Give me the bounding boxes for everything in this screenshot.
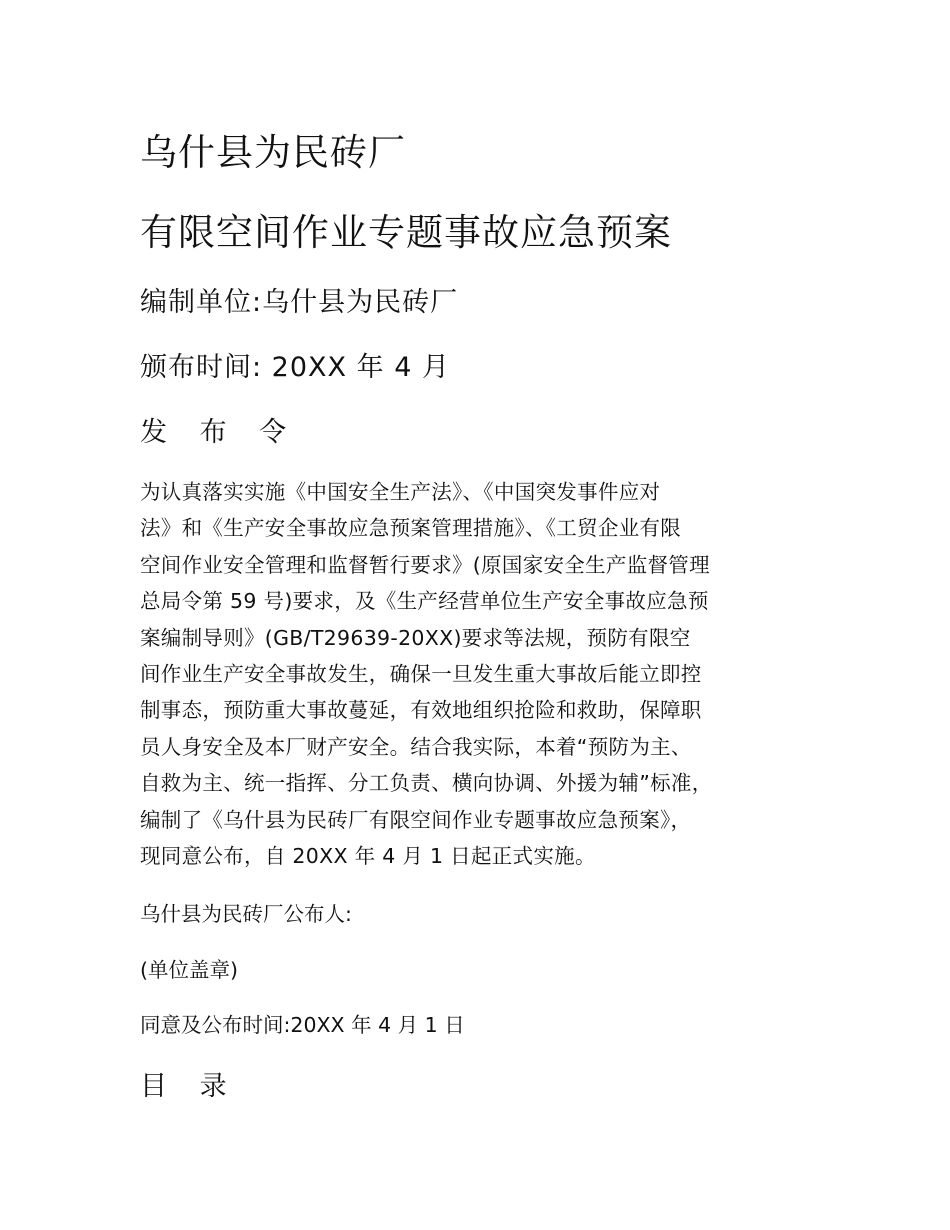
compiler-unit: 编制单位:乌什县为民砖厂: [140, 287, 459, 318]
decree-line: 空间作业安全管理和监督暂行要求》(原国家安全生产监督管理: [140, 552, 710, 577]
document-title-line-1: 乌什县为民砖厂: [140, 131, 406, 174]
decree-line: 编制了《乌什县为民砖厂有限空间作业专题事故应急预案》，: [140, 807, 692, 832]
document-title-line-2: 有限空间作业专题事故应急预案: [140, 211, 672, 254]
decree-heading: 发 布 令: [140, 417, 299, 448]
decree-line: 自救为主、统一指挥、分工负责、横向协调、外援为辅”标准，: [140, 771, 713, 796]
decree-line: 现同意公布，自 20XX 年 4 月 1 日起正式实施。: [140, 844, 596, 869]
decree-line: 案编制导则》(GB/T29639-20XX)要求等法规，预防有限空: [140, 625, 691, 650]
decree-line: 为认真落实实施《中国安全生产法》、《中国突发事件应对: [140, 480, 661, 504]
decree-line: 制事态，预防重大事故蔓延，有效地组织抢险和救助，保障职: [140, 698, 702, 723]
decree-line: 总局令第 59 号)要求，及《生产经营单位生产安全事故应急预: [140, 589, 709, 614]
seal-line: (单位盖章): [140, 958, 238, 982]
decree-body: [140, 474, 830, 874]
decree-line: 间作业生产安全事故发生，确保一旦发生重大事故后能立即控: [140, 662, 702, 687]
approval-date: 同意及公布时间:20XX 年 4 月 1 日: [140, 1013, 465, 1037]
release-date: 颁布时间: 20XX 年 4 月: [140, 352, 450, 383]
publisher-line: 乌什县为民砖厂公布人:: [140, 902, 352, 926]
decree-line: 法》和《生产安全事故应急预案管理措施》、《工贸企业有限: [140, 516, 682, 541]
toc-heading: 目 录: [140, 1071, 239, 1102]
decree-line: 员人身安全及本厂财产安全。结合我实际，本着“预防为主、: [140, 734, 692, 759]
